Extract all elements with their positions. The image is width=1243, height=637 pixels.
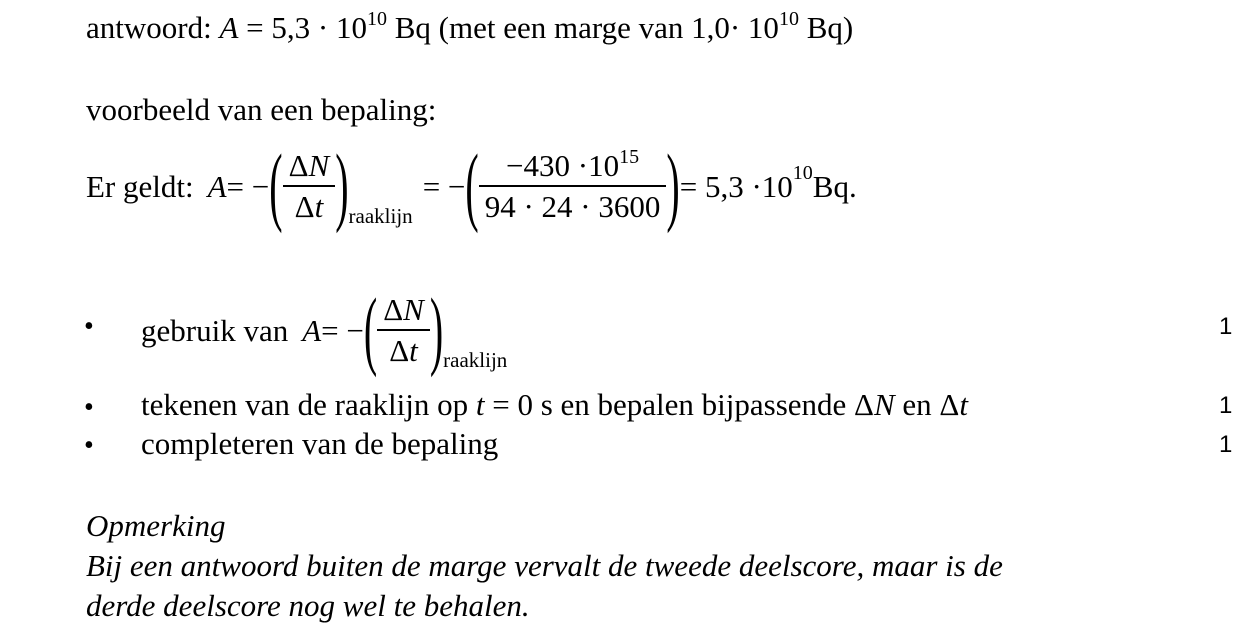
answer-line: antwoord: $A = 5,3 \cdot 10^{10}$ Bq (met een marge van $1,0\cdot 10^{10}$ Bq) [86,8,854,45]
open-paren-2: ( [465,135,479,235]
score: 1 [1219,313,1233,340]
formula-line: Er geldt: A = − ( $\frac{\Delta N}{\Delta t}$ ) raaklijn = − ( $\frac{-430 \cdot 10^{15}}{94 \cdot 24 \cdot 3600}$ ) = 5,3 ·10 $^{10}$ Bq. [86,135,857,235]
close-paren: ) [335,135,349,235]
score: 1 [1219,392,1233,419]
close-paren-3: ) [429,279,444,379]
criterion-1: gebruik van A = − ( $\frac{\Delta N}{\Delta t}$ ) raaklijn [141,279,508,379]
example-heading: voorbeeld van een bepaling: [86,92,437,127]
remark-line-1: Bij een antwoord buiten de marge vervalt de tweede deelscore, maar is de [86,548,1003,583]
fraction-dN-dt-2: $\frac{\Delta N}{\Delta t}$ [377,294,430,366]
open-paren: ( [269,135,283,235]
fraction-dN-dt: $\frac{\Delta N}{\Delta t}$ [283,150,336,222]
bullet: • [84,311,94,342]
close-paren-2: ) [666,135,680,235]
fraction-numeric: $\frac{-430 \cdot 10^{15}}{94 \cdot 24 \cdot 3600}$ [479,150,667,222]
remark-line-2: derde deelscore nog wel te behalen. [86,588,530,623]
open-paren-3: ( [363,279,378,379]
criterion-2: tekenen van de raaklijn op t = 0 s en bepalen bijpassende ΔN en Δt [141,387,968,422]
bullet: • [84,430,94,461]
score: 1 [1219,431,1233,458]
remark-title: Opmerking [86,508,226,543]
bullet: • [84,392,94,423]
criterion-3: completeren van de bepaling [141,426,499,461]
